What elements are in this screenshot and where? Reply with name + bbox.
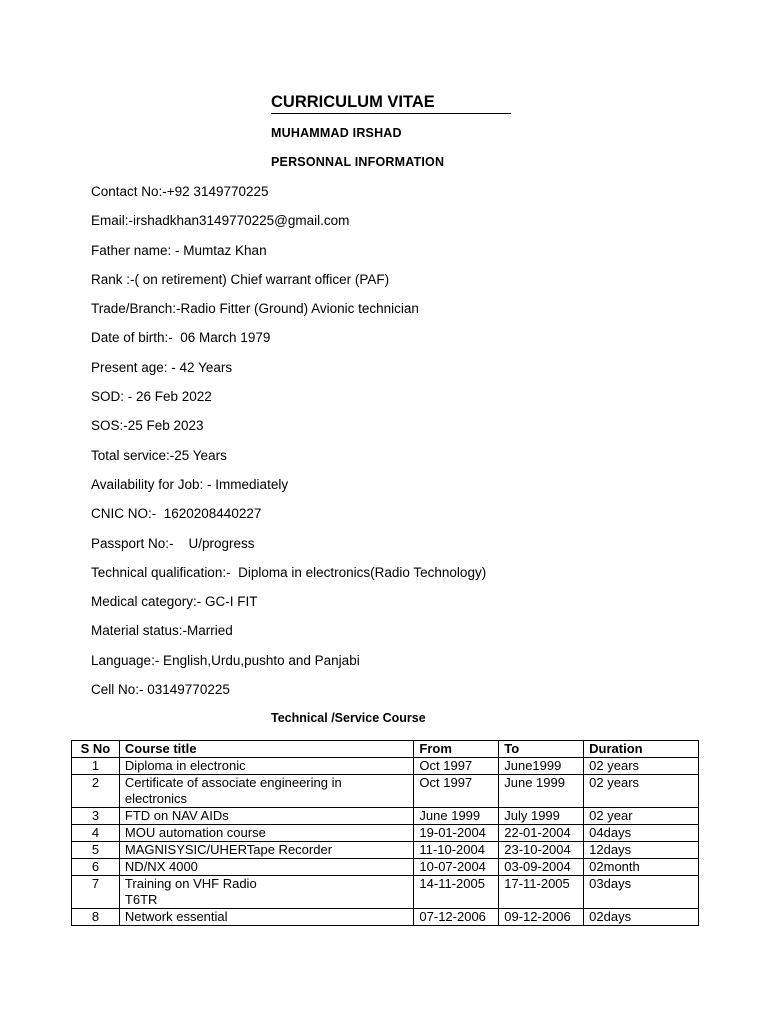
cell-course-title: Network essential xyxy=(119,909,413,926)
cell-duration: 03days xyxy=(584,876,699,909)
header-course-title: Course title xyxy=(119,741,413,758)
cell-sno: 3 xyxy=(72,808,120,825)
info-email: Email:-irshadkhan3149770225@gmail.com xyxy=(91,213,350,229)
info-contact: Contact No:-+92 3149770225 xyxy=(91,184,269,199)
cell-course-title: ND/NX 4000 xyxy=(119,859,413,876)
table-row xyxy=(72,859,699,876)
cell-from: Oct 1997 xyxy=(414,758,499,775)
course-table-heading: Technical /Service Course xyxy=(271,711,426,725)
title-underline xyxy=(271,113,511,114)
cell-to: 23-10-2004 xyxy=(499,842,584,859)
table-row xyxy=(72,909,699,926)
cell-sno: 4 xyxy=(72,825,120,842)
cell-sno: 7 xyxy=(72,876,120,909)
candidate-name: MUHAMMAD IRSHAD xyxy=(271,126,402,140)
course-table xyxy=(71,740,699,926)
cell-course-title: Certificate of associate engineering in electronics xyxy=(119,775,413,808)
cell-duration: 12days xyxy=(584,842,699,859)
info-language: Language:- English,Urdu,pushto and Panjabi xyxy=(91,652,360,668)
cell-course-title: Training on VHF Radio T6TR xyxy=(119,876,413,909)
cell-duration: 02days xyxy=(584,909,699,926)
table-row xyxy=(72,775,699,808)
cell-sno: 1 xyxy=(72,758,120,775)
info-rank: Rank :-( on retirement) Chief warrant officer (PAF) xyxy=(91,271,390,287)
cell-to: 09-12-2006 xyxy=(499,909,584,926)
info-age: Present age: - 42 Years xyxy=(91,359,233,375)
cell-course-title: Diploma in electronic xyxy=(119,758,413,775)
cell-sno: 6 xyxy=(72,859,120,876)
cell-to: June1999 xyxy=(499,758,584,775)
info-cnic: CNIC NO:- 1620208440227 xyxy=(91,506,262,522)
cell-course-title: MOU automation course xyxy=(119,825,413,842)
cell-course-title: FTD on NAV AIDs xyxy=(119,808,413,825)
cell-from: 14-11-2005 xyxy=(414,876,499,909)
table-row xyxy=(72,808,699,825)
cell-to: 17-11-2005 xyxy=(499,876,584,909)
cell-from: 11-10-2004 xyxy=(414,842,499,859)
info-dob: Date of birth:- 06 March 1979 xyxy=(91,330,271,346)
cell-duration: 02 years xyxy=(584,775,699,808)
header-to: To xyxy=(499,741,584,758)
cell-duration: 04days xyxy=(584,825,699,842)
cell-sno: 2 xyxy=(72,775,120,808)
cell-to: 22-01-2004 xyxy=(499,825,584,842)
info-technical-qualification: Technical qualification:- Diploma in electronics(Radio Technology) xyxy=(91,564,487,580)
table-row xyxy=(72,876,699,909)
info-trade: Trade/Branch:-Radio Fitter (Ground) Avionic technician xyxy=(91,301,419,317)
info-availability: Availability for Job: - Immediately xyxy=(91,476,289,492)
cell-to: June 1999 xyxy=(499,775,584,808)
table-row xyxy=(72,825,699,842)
info-total-service: Total service:-25 Years xyxy=(91,447,227,463)
header-from: From xyxy=(414,741,499,758)
cell-to: July 1999 xyxy=(499,808,584,825)
cell-to: 03-09-2004 xyxy=(499,859,584,876)
info-father-name: Father name: - Mumtaz Khan xyxy=(91,242,267,258)
cell-sno: 8 xyxy=(72,909,120,926)
cell-duration: 02month xyxy=(584,859,699,876)
table-header-row xyxy=(72,741,699,758)
cell-from: 07-12-2006 xyxy=(414,909,499,926)
info-passport: Passport No:- U/progress xyxy=(91,535,255,551)
table-row xyxy=(72,758,699,775)
cell-duration: 02 year xyxy=(584,808,699,825)
info-marital-status: Material status:-Married xyxy=(91,623,233,639)
info-sod: SOD: - 26 Feb 2022 xyxy=(91,389,212,405)
cell-sno: 5 xyxy=(72,842,120,859)
cell-from: 19-01-2004 xyxy=(414,825,499,842)
cell-course-title: MAGNISYSIC/UHERTape Recorder xyxy=(119,842,413,859)
personal-info-list xyxy=(91,183,486,710)
info-medical-category: Medical category:- GC-I FIT xyxy=(91,594,258,610)
header-sno: S No xyxy=(72,741,120,758)
cell-from: June 1999 xyxy=(414,808,499,825)
document-title: CURRICULUM VITAE xyxy=(271,93,435,111)
header-duration: Duration xyxy=(584,741,699,758)
cell-from: 10-07-2004 xyxy=(414,859,499,876)
personal-info-heading: PERSONNAL INFORMATION xyxy=(271,155,445,169)
info-cell: Cell No:- 03149770225 xyxy=(91,682,230,698)
info-sos: SOS:-25 Feb 2023 xyxy=(91,418,204,434)
table-row xyxy=(72,842,699,859)
cell-from: Oct 1997 xyxy=(414,775,499,808)
cell-duration: 02 years xyxy=(584,758,699,775)
